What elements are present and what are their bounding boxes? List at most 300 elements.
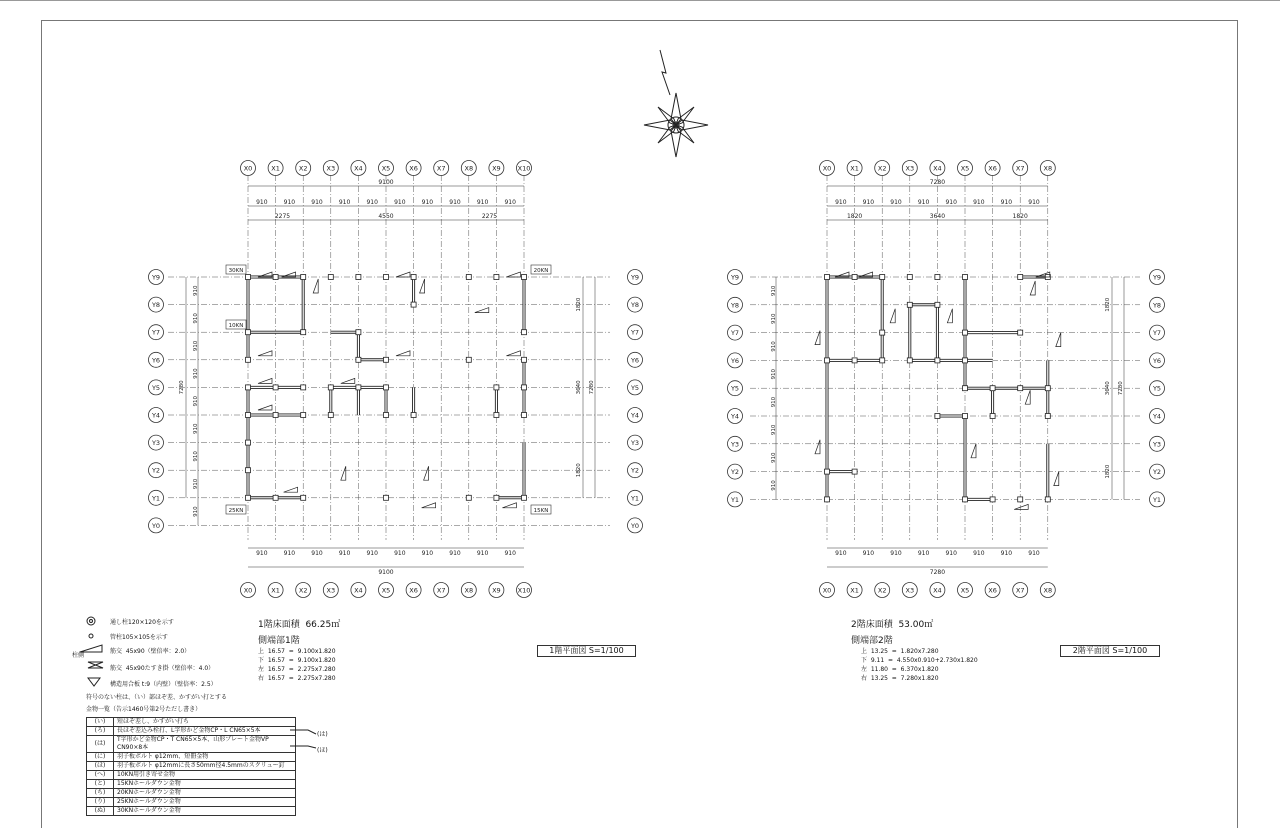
axis-label: X3 [905, 164, 915, 173]
legend-item: 筋交 45x90たすき掛（壁倍率：4.0） [110, 665, 215, 672]
table-cell: 長ほぞ差込み栓打、L字形かど金物CP・L CN65×5本 [114, 727, 296, 736]
dim-module: 910 [1000, 550, 1013, 557]
axis-label: Y3 [1152, 440, 1162, 449]
column [301, 413, 306, 418]
dim-sub: 2275 [274, 213, 291, 220]
axis-label: X2 [298, 586, 308, 595]
column [990, 386, 995, 391]
axis-label: Y4 [1152, 412, 1162, 421]
column [880, 275, 885, 280]
table-row [87, 807, 296, 816]
axis-label: X2 [877, 164, 887, 173]
legend-brace-tag: 柱側 [72, 652, 85, 659]
column [825, 497, 830, 502]
column [907, 358, 912, 363]
column [522, 357, 527, 362]
table-cell: T字形かど金物CP・T CN65×5本、山形プレート金物VP CN90×8本 [114, 736, 296, 753]
table-arrows [290, 722, 340, 762]
axis-label: Y2 [630, 466, 640, 475]
column [301, 385, 306, 390]
axis-label: Y2 [1152, 468, 1162, 477]
dim-module: 910 [283, 550, 296, 557]
column [273, 385, 278, 390]
brace-mark [422, 503, 436, 508]
dim-right: 1820 [1105, 464, 1111, 479]
column [1018, 275, 1023, 280]
dim-right: 3640 [1105, 381, 1111, 396]
column [880, 330, 885, 335]
axis-label: Y8 [730, 301, 740, 310]
column [246, 275, 251, 280]
axis-label: X5 [960, 164, 970, 173]
brace-mark [313, 279, 318, 293]
column [825, 469, 830, 474]
axis-label: X1 [850, 586, 859, 595]
dim-module: 910 [338, 550, 351, 557]
legend-item: 金物一覧（告示1460号第2号ただし書き） [86, 706, 202, 713]
column [384, 385, 389, 390]
axis-label: X2 [877, 586, 887, 595]
brace-mark [284, 487, 298, 492]
table-row [87, 789, 296, 798]
north-compass-icon [640, 45, 720, 170]
axis-label: Y6 [630, 356, 640, 365]
axis-label: X1 [271, 586, 280, 595]
axis-label: X2 [298, 164, 308, 173]
floor1-area: 1階床面積 66.25㎡ [258, 620, 341, 630]
axis-label: Y5 [1152, 384, 1162, 393]
axis-label: X0 [822, 164, 832, 173]
table-cell: 10KN用引き寄せ金物 [114, 771, 296, 780]
column [852, 275, 857, 280]
brace-mark [341, 466, 346, 480]
column [825, 358, 830, 363]
column [522, 275, 527, 280]
table-cell: 羽子板ボルト φ12mmに長さ50mm径4.5mmのスクリュー釘 [114, 762, 296, 771]
dim-module: 910 [421, 199, 434, 206]
axis-label: X7 [1015, 164, 1025, 173]
column [356, 357, 361, 362]
brace-mark [396, 272, 410, 277]
column [852, 469, 857, 474]
dim-module: 910 [256, 550, 268, 557]
brace-mark [258, 405, 272, 410]
column [1045, 497, 1050, 502]
table-cell: 30KNホールダウン金物 [114, 807, 296, 816]
table-cell: (ろ) [87, 727, 114, 736]
axis-label: Y6 [1152, 356, 1162, 365]
dim-module: 910 [1028, 199, 1040, 206]
column [246, 440, 251, 445]
column [384, 413, 389, 418]
column [907, 275, 912, 280]
dim-module: 910 [862, 550, 875, 557]
column [411, 302, 416, 307]
brace-mark [506, 272, 520, 277]
axis-label: Y1 [730, 495, 740, 504]
axis-label: Y0 [151, 521, 161, 530]
column [466, 357, 471, 362]
table-cell: (と) [87, 780, 114, 789]
axis-label: X0 [822, 586, 832, 595]
table-cell: (り) [87, 798, 114, 807]
table-cell: (ち) [87, 789, 114, 798]
column [411, 275, 416, 280]
column [852, 358, 857, 363]
table-cell: (ぬ) [87, 807, 114, 816]
holddown-label: 10KN [228, 323, 244, 329]
axis-label: Y2 [151, 466, 161, 475]
table-row [87, 727, 296, 736]
column [301, 330, 306, 335]
dim-module: 910 [771, 452, 777, 463]
axis-label: X8 [464, 164, 474, 173]
axis-label: Y5 [730, 384, 740, 393]
dim-module: 910 [771, 341, 777, 352]
axis-label: X10 [517, 164, 531, 173]
brace-mark [1030, 281, 1035, 295]
axis-label: Y7 [630, 328, 640, 337]
column [411, 413, 416, 418]
column [246, 330, 251, 335]
legend-item: 構造用合板 t:9（内壁）（壁倍率：2.5） [110, 681, 217, 688]
holddown-label: 20KN [533, 268, 549, 274]
brace-mark [971, 444, 976, 458]
column [935, 414, 940, 419]
legend-item: 筋交 45x90（壁倍率：2.0） [110, 648, 191, 655]
dim-module: 910 [449, 550, 461, 557]
column [384, 275, 389, 280]
dim-module: 910 [311, 199, 323, 206]
axis-label: X6 [988, 164, 997, 173]
dim-right: 1820 [576, 297, 582, 312]
arrow-label: (ほ) [317, 747, 328, 754]
legend-item: 符号のない柱は、（い）部ほぞ差、かすがい打とする [86, 694, 228, 701]
dim-module: 910 [193, 313, 199, 324]
axis-label: Y9 [151, 273, 161, 282]
column [935, 358, 940, 363]
floor2-side-row: 上 13.25 = 1.820x7.280 [861, 648, 939, 655]
dim-module: 910 [193, 478, 199, 490]
brace-mark [341, 378, 355, 383]
axis-label: Y3 [730, 440, 740, 449]
column [522, 413, 527, 418]
floor2-side-title: 側端部2階 [851, 636, 893, 646]
dim-module: 910 [193, 395, 199, 407]
axis-label: Y9 [1152, 273, 1162, 282]
column [494, 413, 499, 418]
dim-module: 910 [862, 199, 875, 206]
column [246, 413, 251, 418]
column [384, 495, 389, 500]
axis-label: Y4 [151, 411, 161, 420]
axis-label: X6 [988, 586, 997, 595]
column [246, 468, 251, 473]
floor2-area: 2階床面積 53.00㎡ [851, 620, 934, 630]
dim-module: 910 [835, 199, 847, 206]
brace-mark [1054, 472, 1059, 486]
floor2-side-row: 下 9.11 = 4.550x0.910+2.730x1.820 [861, 657, 978, 664]
dim-right-total: 7280 [589, 380, 595, 395]
axis-label: X5 [960, 586, 970, 595]
hardware-table [86, 717, 296, 816]
dim-module: 910 [1028, 550, 1040, 557]
dim-module: 910 [504, 199, 516, 206]
table-cell: 25KNホールダウン金物 [114, 798, 296, 807]
column [384, 357, 389, 362]
table-cell: 20KNホールダウン金物 [114, 789, 296, 798]
table-row [87, 753, 296, 762]
axis-label: Y7 [730, 329, 740, 338]
legend-item: 通し柱120×120を示す [110, 619, 174, 626]
dim-overall: 7280 [929, 179, 946, 186]
column [273, 275, 278, 280]
column [328, 275, 333, 280]
axis-label: X3 [326, 164, 336, 173]
dim-overall: 9100 [378, 569, 394, 576]
table-cell: 短ほぞ差し、かすがい打ち [114, 718, 296, 727]
column [1045, 386, 1050, 391]
dim-right: 1820 [576, 463, 582, 478]
dim-module: 910 [366, 550, 378, 557]
floor1-side-row: 右 16.57 = 2.275x7.280 [258, 675, 336, 682]
holddown-label: 15KN [533, 508, 549, 514]
dim-module: 910 [193, 368, 199, 379]
dim-module: 910 [771, 369, 777, 380]
axis-label: Y3 [630, 439, 640, 448]
dim-module: 910 [338, 199, 351, 206]
dim-module: 910 [193, 285, 199, 297]
axis-label: X1 [850, 164, 859, 173]
dim-module: 910 [256, 199, 268, 206]
axis-label: Y8 [151, 301, 161, 310]
dim-height: 7280 [179, 380, 185, 395]
dim-sub: 2275 [481, 213, 498, 220]
axis-label: Y7 [1152, 329, 1162, 338]
column [963, 330, 968, 335]
column [935, 302, 940, 307]
dim-module: 910 [771, 424, 777, 436]
dim-sub: 1820 [846, 213, 863, 220]
floor2-title: 2階平面図 S=1/100 [1060, 645, 1160, 657]
axis-label: Y4 [730, 412, 740, 421]
brace-mark [258, 378, 272, 383]
brace-mark [890, 309, 895, 323]
column [907, 302, 912, 307]
dim-right: 3640 [576, 380, 582, 395]
dim-overall: 9100 [378, 179, 394, 186]
axis-label: Y1 [151, 494, 161, 503]
floor1-side-row: 上 16.57 = 9.100x1.820 [258, 648, 336, 655]
floor1-side-row: 左 16.57 = 2.275x7.280 [258, 666, 336, 673]
column [301, 495, 306, 500]
axis-label: Y6 [151, 356, 161, 365]
brace-mark [475, 308, 489, 313]
axis-label: X4 [933, 586, 942, 595]
dim-module: 910 [890, 199, 902, 206]
axis-label: X3 [326, 586, 336, 595]
table-row [87, 718, 296, 727]
axis-label: X4 [354, 586, 363, 595]
dim-module: 910 [193, 451, 199, 462]
dim-module: 910 [945, 550, 957, 557]
column [963, 358, 968, 363]
floor1-side-row: 下 16.57 = 9.100x1.820 [258, 657, 336, 664]
axis-label: Y9 [730, 273, 740, 282]
table-row [87, 780, 296, 789]
column [301, 275, 306, 280]
axis-label: X1 [271, 164, 280, 173]
column [466, 495, 471, 500]
brace-mark [947, 309, 952, 323]
dim-module: 910 [835, 550, 847, 557]
brace-mark [506, 351, 520, 356]
axis-label: X0 [243, 164, 253, 173]
brace-mark [424, 466, 429, 480]
axis-label: Y0 [630, 521, 640, 530]
axis-label: X8 [1043, 586, 1053, 595]
axis-label: X8 [464, 586, 474, 595]
brace-mark [396, 351, 410, 356]
floor2-side-row: 右 13.25 = 7.280x1.820 [861, 675, 939, 682]
dim-module: 910 [394, 550, 406, 557]
axis-label: X4 [354, 164, 363, 173]
dim-module: 910 [476, 550, 489, 557]
axis-label: X4 [933, 164, 942, 173]
brace-mark [815, 440, 820, 454]
dim-module: 910 [973, 550, 985, 557]
axis-label: Y9 [630, 273, 640, 282]
dim-module: 910 [192, 506, 199, 517]
column [246, 385, 251, 390]
column [246, 495, 251, 500]
floor2-side-row: 左 11.80 = 6.370x1.820 [861, 666, 939, 673]
axis-label: Y1 [630, 494, 640, 503]
table-cell: (は) [87, 736, 114, 753]
column [522, 495, 527, 500]
axis-label: X6 [409, 586, 418, 595]
column [328, 385, 333, 390]
column [356, 330, 361, 335]
table-cell: 15KNホールダウン金物 [114, 780, 296, 789]
dim-module: 910 [973, 199, 985, 206]
table-cell: (ほ) [87, 762, 114, 771]
column [273, 413, 278, 418]
column [963, 275, 968, 280]
column [522, 330, 527, 335]
dim-module: 910 [366, 199, 378, 206]
brace-mark [1014, 504, 1028, 509]
arrow-label: (は) [317, 731, 328, 738]
dim-module: 910 [283, 199, 296, 206]
axis-label: X6 [409, 164, 418, 173]
axis-label: X10 [517, 586, 531, 595]
column [963, 386, 968, 391]
column [1018, 497, 1023, 502]
column [880, 358, 885, 363]
dim-module: 910 [1000, 199, 1013, 206]
brace-mark [258, 351, 272, 356]
dim-module: 910 [394, 199, 406, 206]
column [825, 275, 830, 280]
axis-label: Y5 [630, 383, 640, 392]
column [356, 275, 361, 280]
axis-label: X9 [492, 164, 501, 173]
dim-sub: 3640 [929, 213, 946, 220]
brace-mark [1056, 333, 1061, 347]
column [990, 497, 995, 502]
column [935, 275, 940, 280]
dim-module: 910 [193, 340, 199, 352]
axis-label: Y6 [730, 356, 740, 365]
dim-right-total: 7280 [1118, 381, 1124, 396]
holddown-label: 25KN [228, 508, 244, 514]
column [273, 495, 278, 500]
table-row [87, 771, 296, 780]
axis-label: Y2 [730, 468, 740, 477]
axis-label: Y4 [630, 411, 640, 420]
legend-item: 管柱105×105を示す [110, 634, 168, 641]
brace-mark [1025, 390, 1030, 404]
dim-module: 910 [311, 550, 323, 557]
axis-label: X8 [1043, 164, 1053, 173]
column [356, 385, 361, 390]
dim-module: 910 [945, 199, 957, 206]
dim-module: 910 [890, 550, 902, 557]
axis-label: X3 [905, 586, 915, 595]
dim-sub: 4550 [378, 213, 394, 220]
column [990, 414, 995, 419]
dim-sub: 1820 [1012, 213, 1028, 220]
column [963, 414, 968, 419]
table-cell: 羽子板ボルト φ12mm、短冊金物 [114, 753, 296, 762]
column [1018, 386, 1023, 391]
dim-module: 910 [771, 285, 777, 297]
dim-right: 1820 [1105, 297, 1111, 312]
floor1-title: 1階平面図 S=1/100 [537, 645, 636, 657]
axis-label: X5 [381, 586, 391, 595]
column [466, 275, 471, 280]
dim-module: 910 [476, 199, 489, 206]
column [328, 413, 333, 418]
table-row [87, 736, 296, 753]
axis-label: X7 [1015, 586, 1025, 595]
column [963, 497, 968, 502]
axis-label: Y1 [1152, 495, 1162, 504]
dim-overall: 7280 [929, 569, 946, 576]
axis-label: X7 [436, 586, 446, 595]
dim-module: 910 [504, 550, 516, 557]
axis-label: X9 [492, 586, 501, 595]
axis-label: Y8 [1152, 301, 1162, 310]
column [1045, 414, 1050, 419]
axis-label: Y7 [151, 328, 161, 337]
dim-module: 910 [421, 550, 434, 557]
table-cell: (へ) [87, 771, 114, 780]
axis-label: X7 [436, 164, 446, 173]
column [494, 495, 499, 500]
column [522, 385, 527, 390]
axis-label: X5 [381, 164, 391, 173]
dim-module: 910 [771, 313, 777, 324]
column [246, 357, 251, 362]
dim-module: 910 [771, 480, 777, 491]
table-row [87, 762, 296, 771]
axis-label: Y5 [151, 383, 161, 392]
column [1018, 330, 1023, 335]
axis-label: Y8 [630, 301, 640, 310]
brace-mark [502, 503, 516, 508]
